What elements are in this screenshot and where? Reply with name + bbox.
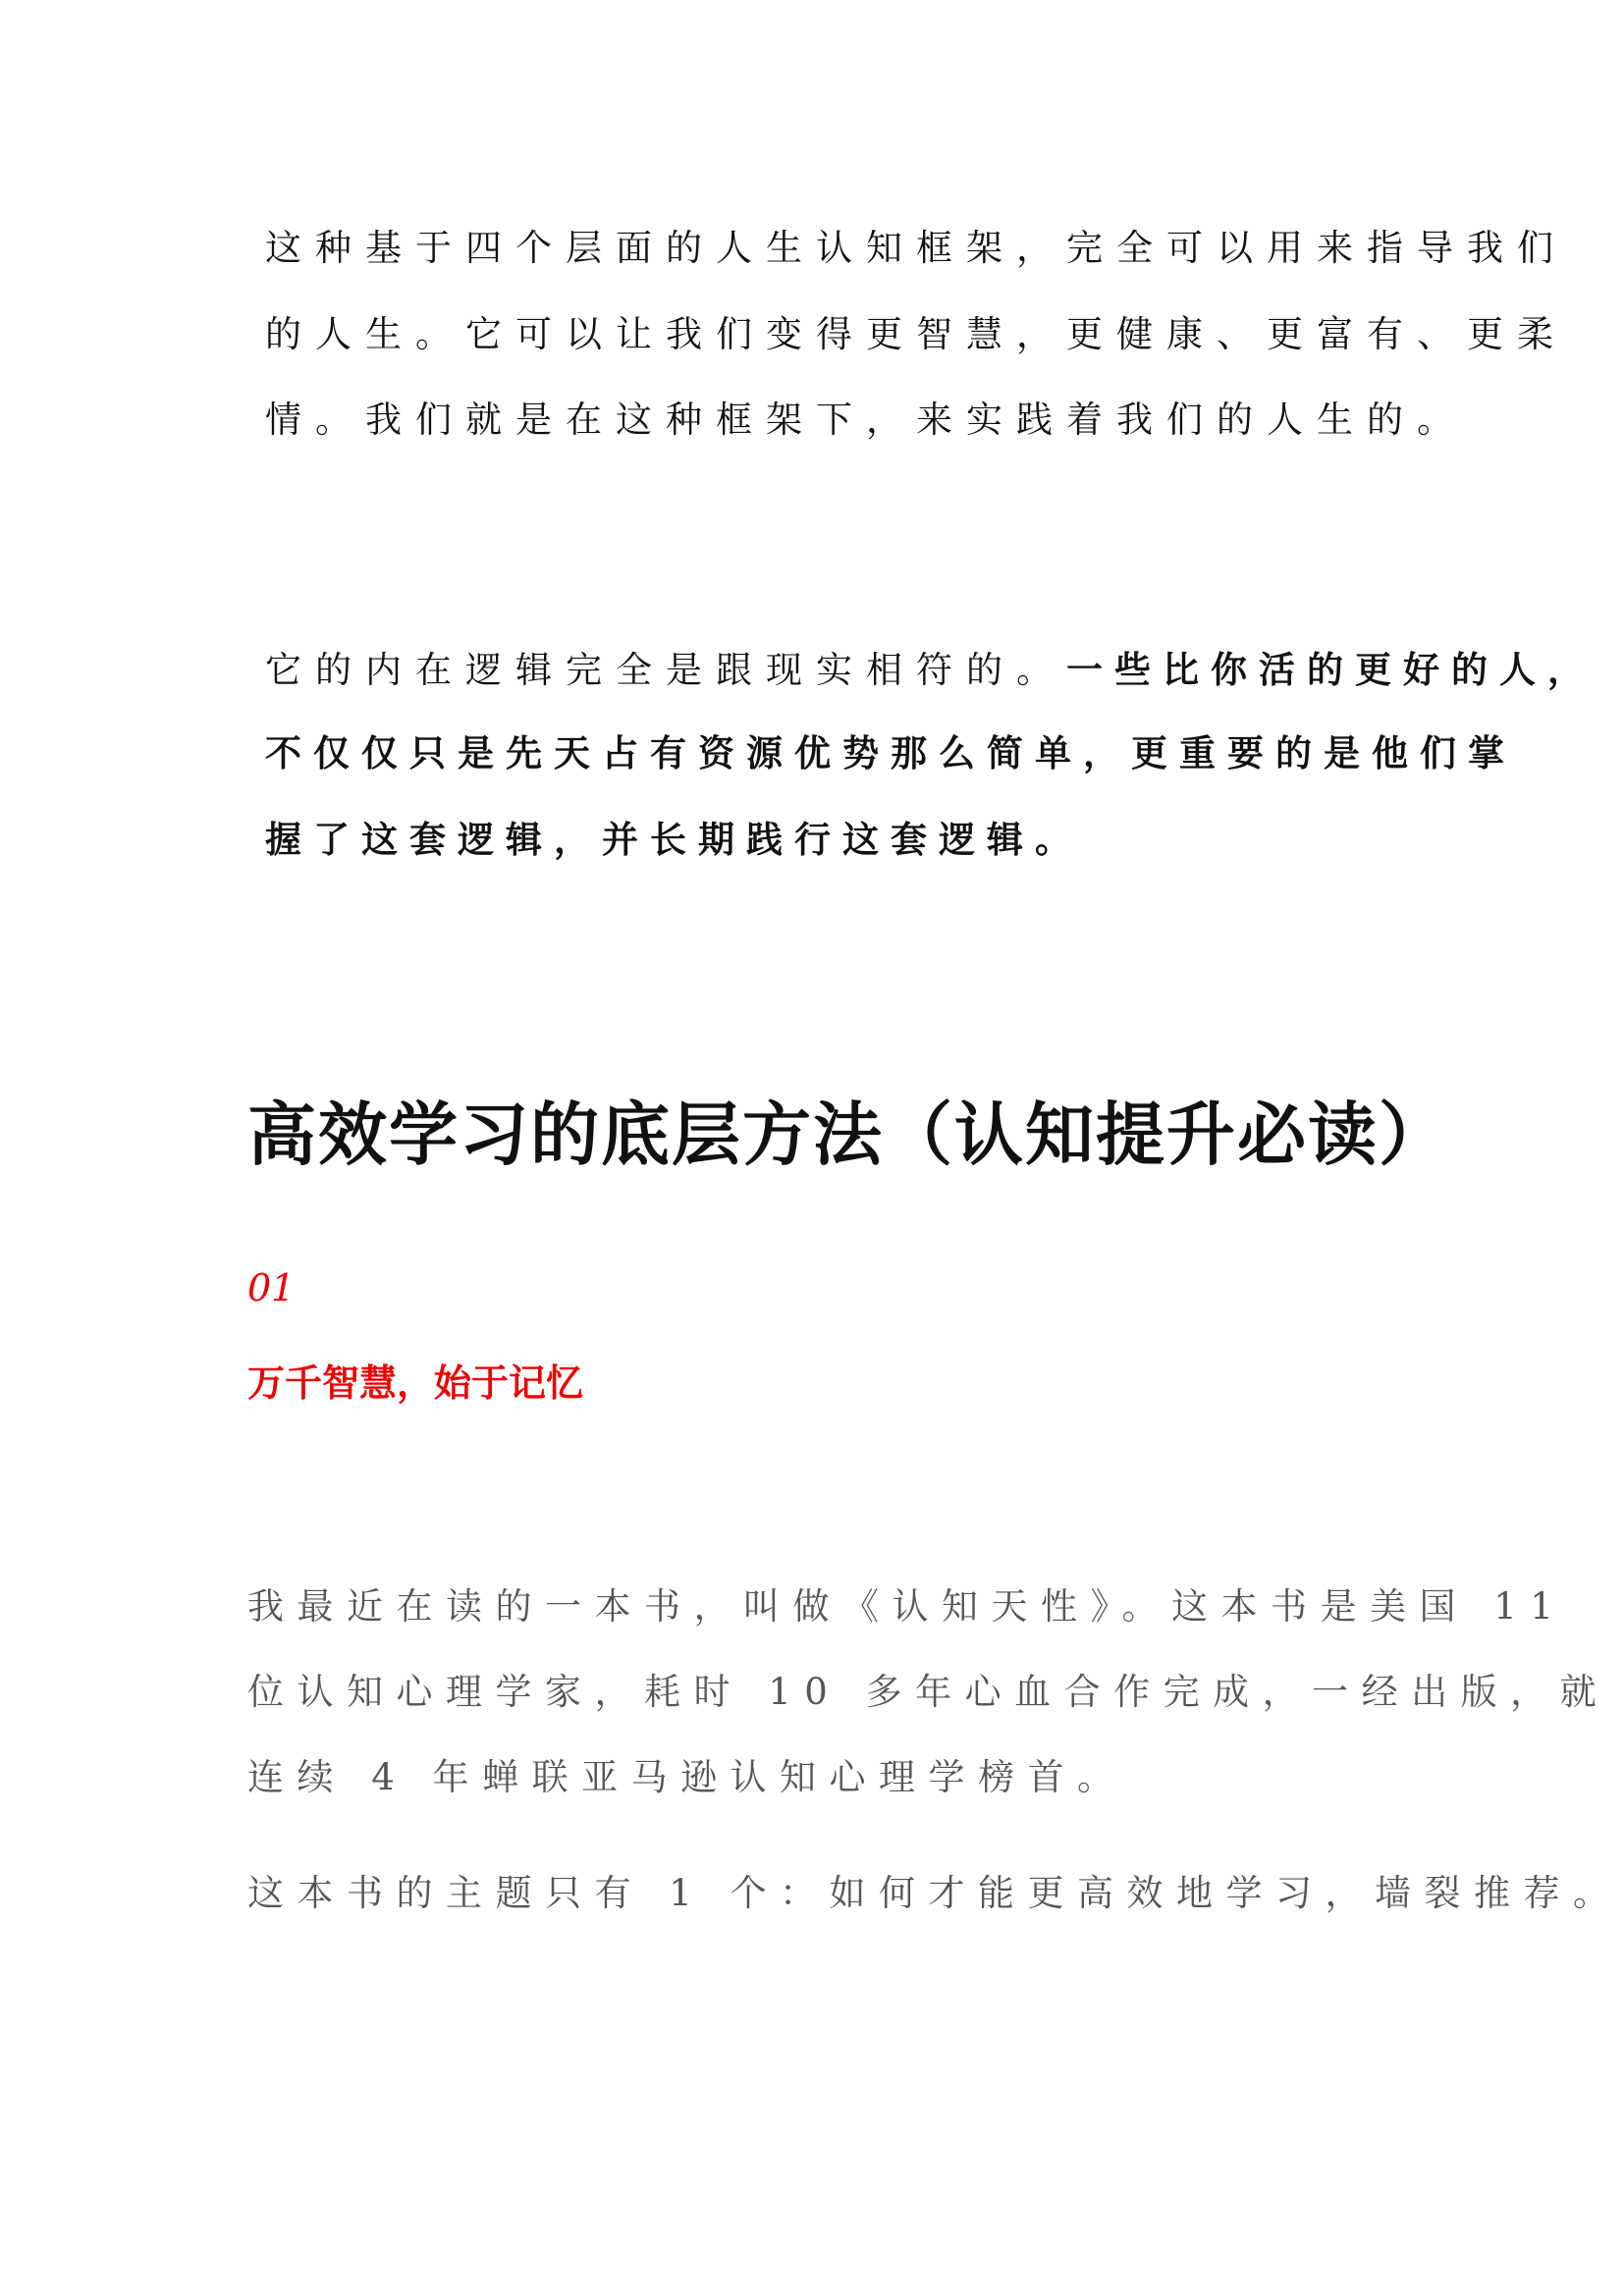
normal-text: 它的内在逻辑完全是跟现实相符的。 bbox=[265, 649, 1066, 691]
section-number: 01 bbox=[247, 1266, 296, 1309]
paragraph-line: 情。我们就是在这种框架下，来实践着我们的人生的。 bbox=[265, 399, 1467, 441]
paragraph-book-theme: 这本书的主题只有 1 个：如何才能更高效地学习，墙裂推荐。 bbox=[247, 1872, 1623, 1914]
paragraph-line: 位认知心理学家，耗时 10 多年心血合作完成，一经出版，就 bbox=[247, 1671, 1610, 1713]
paragraph-line: 我最近在读的一本书，叫做《认知天性》。这本书是美国 11 bbox=[247, 1585, 1567, 1628]
paragraph-line: 的人生。它可以让我们变得更智慧，更健康、更富有、更柔 bbox=[265, 313, 1567, 355]
paragraph-line: 这种基于四个层面的人生认知框架，完全可以用来指导我们 bbox=[265, 227, 1567, 269]
bold-text: 握了这套逻辑，并长期践行这套逻辑。 bbox=[265, 819, 1083, 861]
bold-text: 不仅仅只是先天占有资源优势那么简单，更重要的是他们掌 bbox=[265, 732, 1516, 774]
bold-text: 一些比你活的更好的人， bbox=[1066, 649, 1596, 691]
section-heading: 高效学习的底层方法（认知提升必读） bbox=[247, 1095, 1449, 1175]
paragraph-line bbox=[265, 723, 1516, 776]
paragraph-line: 连续 4 年蝉联亚马逊认知心理学榜首。 bbox=[247, 1756, 1127, 1798]
section-title: 万千智慧，始于记忆 bbox=[247, 1362, 584, 1405]
paragraph-line bbox=[265, 810, 1083, 863]
paragraph-line bbox=[265, 640, 1596, 693]
